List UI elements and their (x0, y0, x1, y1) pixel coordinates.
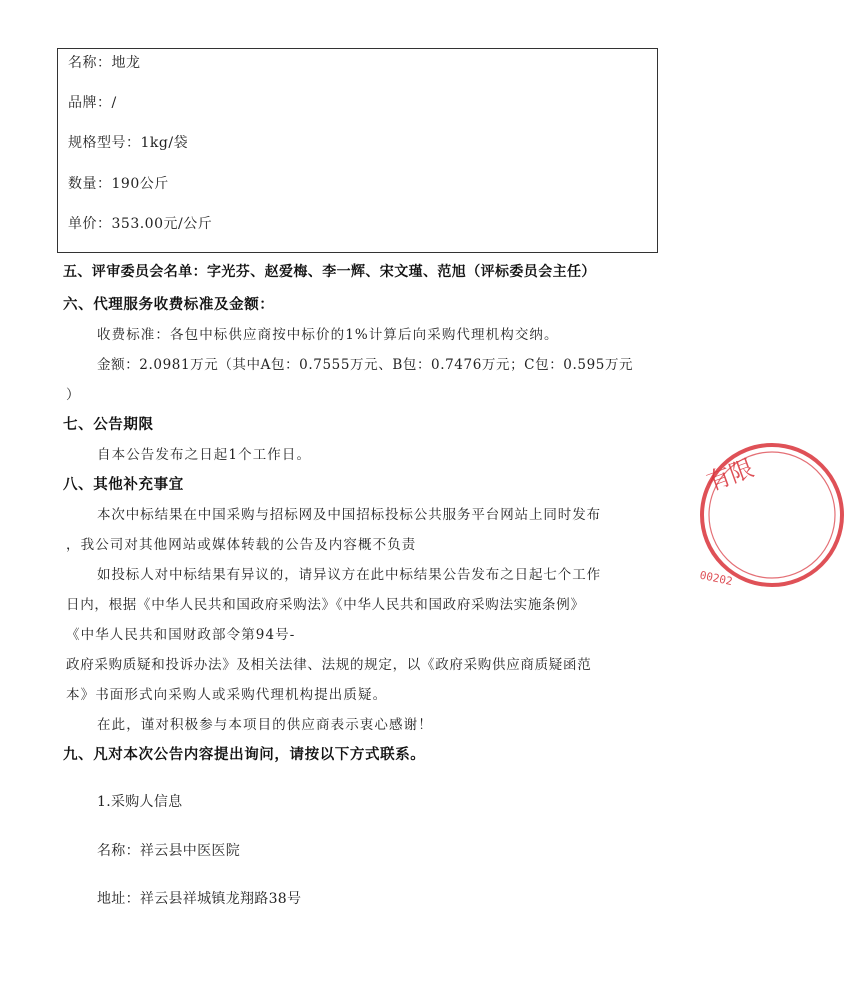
company-seal-stamp (697, 440, 847, 590)
section-6-heading: 六、代理服务收费标准及金额： (63, 297, 275, 313)
objection-line2: 日内，根据《中华人民共和国政府采购法》《中华人民共和国政府采购法实施条例》 (66, 597, 585, 613)
svg-text:00202: 00202 (698, 568, 734, 589)
fee-amount-text-cont: ） (66, 387, 81, 403)
item-unit-price: 单价：353.00元/公斤 (68, 216, 213, 232)
fee-standard-text: 收费标准：各包中标供应商按中标价的1%计算后向采购代理机构交纳。 (97, 327, 559, 343)
purchaser-address: 地址：祥云县祥城镇龙翔路38号 (97, 891, 302, 907)
item-spec: 规格型号：1kg/袋 (68, 135, 189, 151)
purchaser-info-heading: 1.采购人信息 (97, 794, 183, 810)
section-8-heading: 八、其他补充事宜 (63, 477, 184, 493)
objection-line4: 政府采购质疑和投诉办法》及相关法律、法规的规定，以《政府采购供应商质疑函范 (66, 657, 592, 673)
svg-text:有限: 有限 (702, 453, 758, 497)
objection-line3: 《中华人民共和国财政部令第94号- (66, 627, 296, 643)
section-9-heading: 九、凡对本次公告内容提出询问，请按以下方式联系。 (63, 747, 426, 763)
item-brand: 品牌：/ (68, 95, 117, 111)
section-5-heading: 五、评审委员会名单：字光芬、赵爱梅、李一辉、宋文瑾、范旭（评标委员会主任） (63, 264, 596, 280)
fee-amount-text: 金额：2.0981万元（其中A包：0.7555万元、B包：0.7476万元；C包：0.595万元 (97, 357, 634, 373)
item-name: 名称：地龙 (68, 55, 141, 71)
item-quantity: 数量：190公斤 (68, 176, 169, 192)
publish-notice-line2: ，我公司对其他网站或媒体转载的公告及内容概不负责 (66, 537, 417, 553)
thanks-text: 在此，谨对积极参与本项目的供应商表示衷心感谢！ (97, 717, 433, 733)
section-7-heading: 七、公告期限 (63, 417, 154, 433)
objection-line1: 如投标人对中标结果有异议的，请异议方在此中标结果公告发布之日起七个工作 (97, 567, 601, 583)
purchaser-name: 名称：祥云县中医医院 (97, 843, 240, 859)
publish-notice-line1: 本次中标结果在中国采购与招标网及中国招标投标公共服务平台网站上同时发布 (97, 507, 601, 523)
notice-period-text: 自本公告发布之日起1个工作日。 (97, 447, 312, 463)
objection-line5: 本》书面形式向采购人或采购代理机构提出质疑。 (66, 687, 388, 703)
item-detail-box (57, 48, 658, 253)
